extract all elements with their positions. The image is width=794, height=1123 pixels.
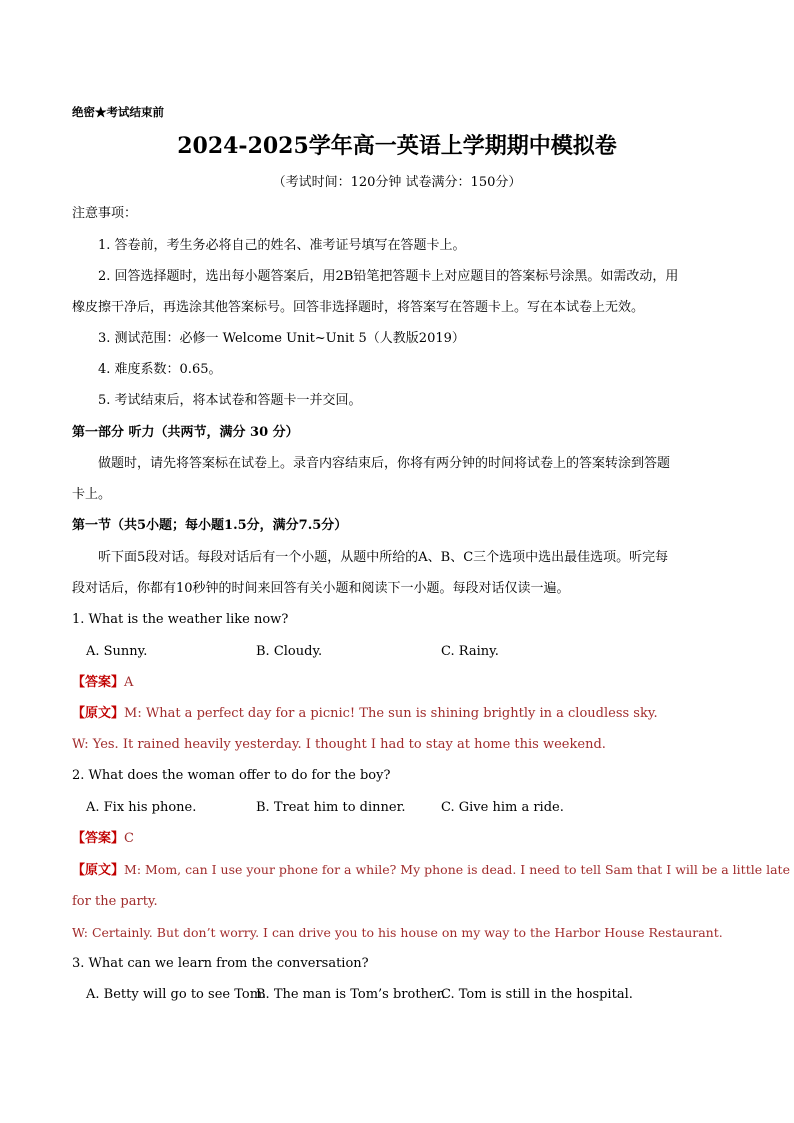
exam-info: （考试时间：120分钟 试卷满分：150分） [272,175,522,190]
notice-item-3: 3. 测试范围：必修一 Welcome Unit~Unit 5（人教版2019） [98,331,465,346]
transcript-text: M: Mom, can I use your phone for a while? My phone is dead. I need to tell Sam that I will be a little late [124,862,790,877]
question-1-option-b: B. Cloudy. [256,644,323,659]
notice-item-1: 1. 答卷前，考生务必将自己的姓名、准考证号填写在答题卡上。 [98,238,466,253]
answer-value: A [124,675,134,690]
section1-intro-line-2: 段对话后，你都有10秒钟的时间来回答有关小题和阅读下一小题。每段对话仅读一遍。 [72,581,570,596]
question-2-transcript-line-2: for the party. [72,894,158,909]
question-1-stem: 1. What is the weather like now? [72,612,289,627]
question-1-option-a: A. Sunny. [86,644,148,659]
exam-title: 2024-2025学年高一英语上学期期中模拟卷 [177,133,617,159]
notice-heading: 注意事项： [72,206,138,221]
question-2-option-a: A. Fix his phone. [86,800,197,815]
question-1-transcript-line-1 [72,706,658,722]
notice-item-2-line-2: 橡皮擦干净后，再选涂其他答案标号。回答非选择题时，将答案写在答题卡上。写在本试卷上无效。 [72,300,645,315]
answer-label: 【答案】 [72,831,125,846]
part1-intro-line-2: 卡上。 [72,487,112,502]
notice-item-2-line-1: 2. 回答选择题时，选出每小题答案后，用2B铅笔把答题卡上对应题目的答案标号涂黑。如需改动，用 [98,269,679,284]
question-3-option-b: B. The man is Tom’s brother. [256,987,446,1002]
part1-heading: 第一部分 听力（共两节，满分 30 分） [72,425,299,440]
transcript-label: 【原文】 [72,863,125,878]
answer-value: C [124,831,134,846]
question-3-option-a: A. Betty will go to see Tom. [86,987,267,1002]
question-2-option-c: C. Give him a ride. [441,800,564,815]
question-2-transcript-line-3: W: Certainly. But don’t worry. I can drive you to his house on my way to the Harbor House Restaurant. [72,925,723,940]
notice-item-5: 5. 考试结束后，将本试卷和答题卡一并交回。 [98,393,362,408]
question-3-option-c: C. Tom is still in the hospital. [441,987,633,1002]
question-2-stem: 2. What does the woman offer to do for the boy? [72,768,391,783]
section1-intro-line-1: 听下面5段对话。每段对话后有一个小题，从题中所给的A、B、C三个选项中选出最佳选项。听完每 [98,550,669,565]
confidential-label: 绝密★考试结束前 [72,105,164,119]
question-2-answer [72,831,134,847]
section1-heading: 第一节（共5小题；每小题1.5分，满分7.5分） [72,518,348,533]
question-1-transcript-line-2: W: Yes. It rained heavily yesterday. I thought I had to stay at home this weekend. [72,737,606,752]
transcript-text: M: What a perfect day for a picnic! The sun is shining brightly in a cloudless sky. [124,706,658,721]
question-2-option-b: B. Treat him to dinner. [256,800,406,815]
question-2-transcript-line-1 [72,862,790,879]
question-1-option-c: C. Rainy. [441,644,499,659]
answer-label: 【答案】 [72,675,125,690]
question-3-stem: 3. What can we learn from the conversation? [72,956,369,971]
transcript-label: 【原文】 [72,706,125,721]
part1-intro-line-1: 做题时，请先将答案标在试卷上。录音内容结束后，你将有两分钟的时间将试卷上的答案转涂到答题 [98,456,671,471]
notice-item-4: 4. 难度系数：0.65。 [98,362,222,377]
question-1-answer [72,675,133,691]
